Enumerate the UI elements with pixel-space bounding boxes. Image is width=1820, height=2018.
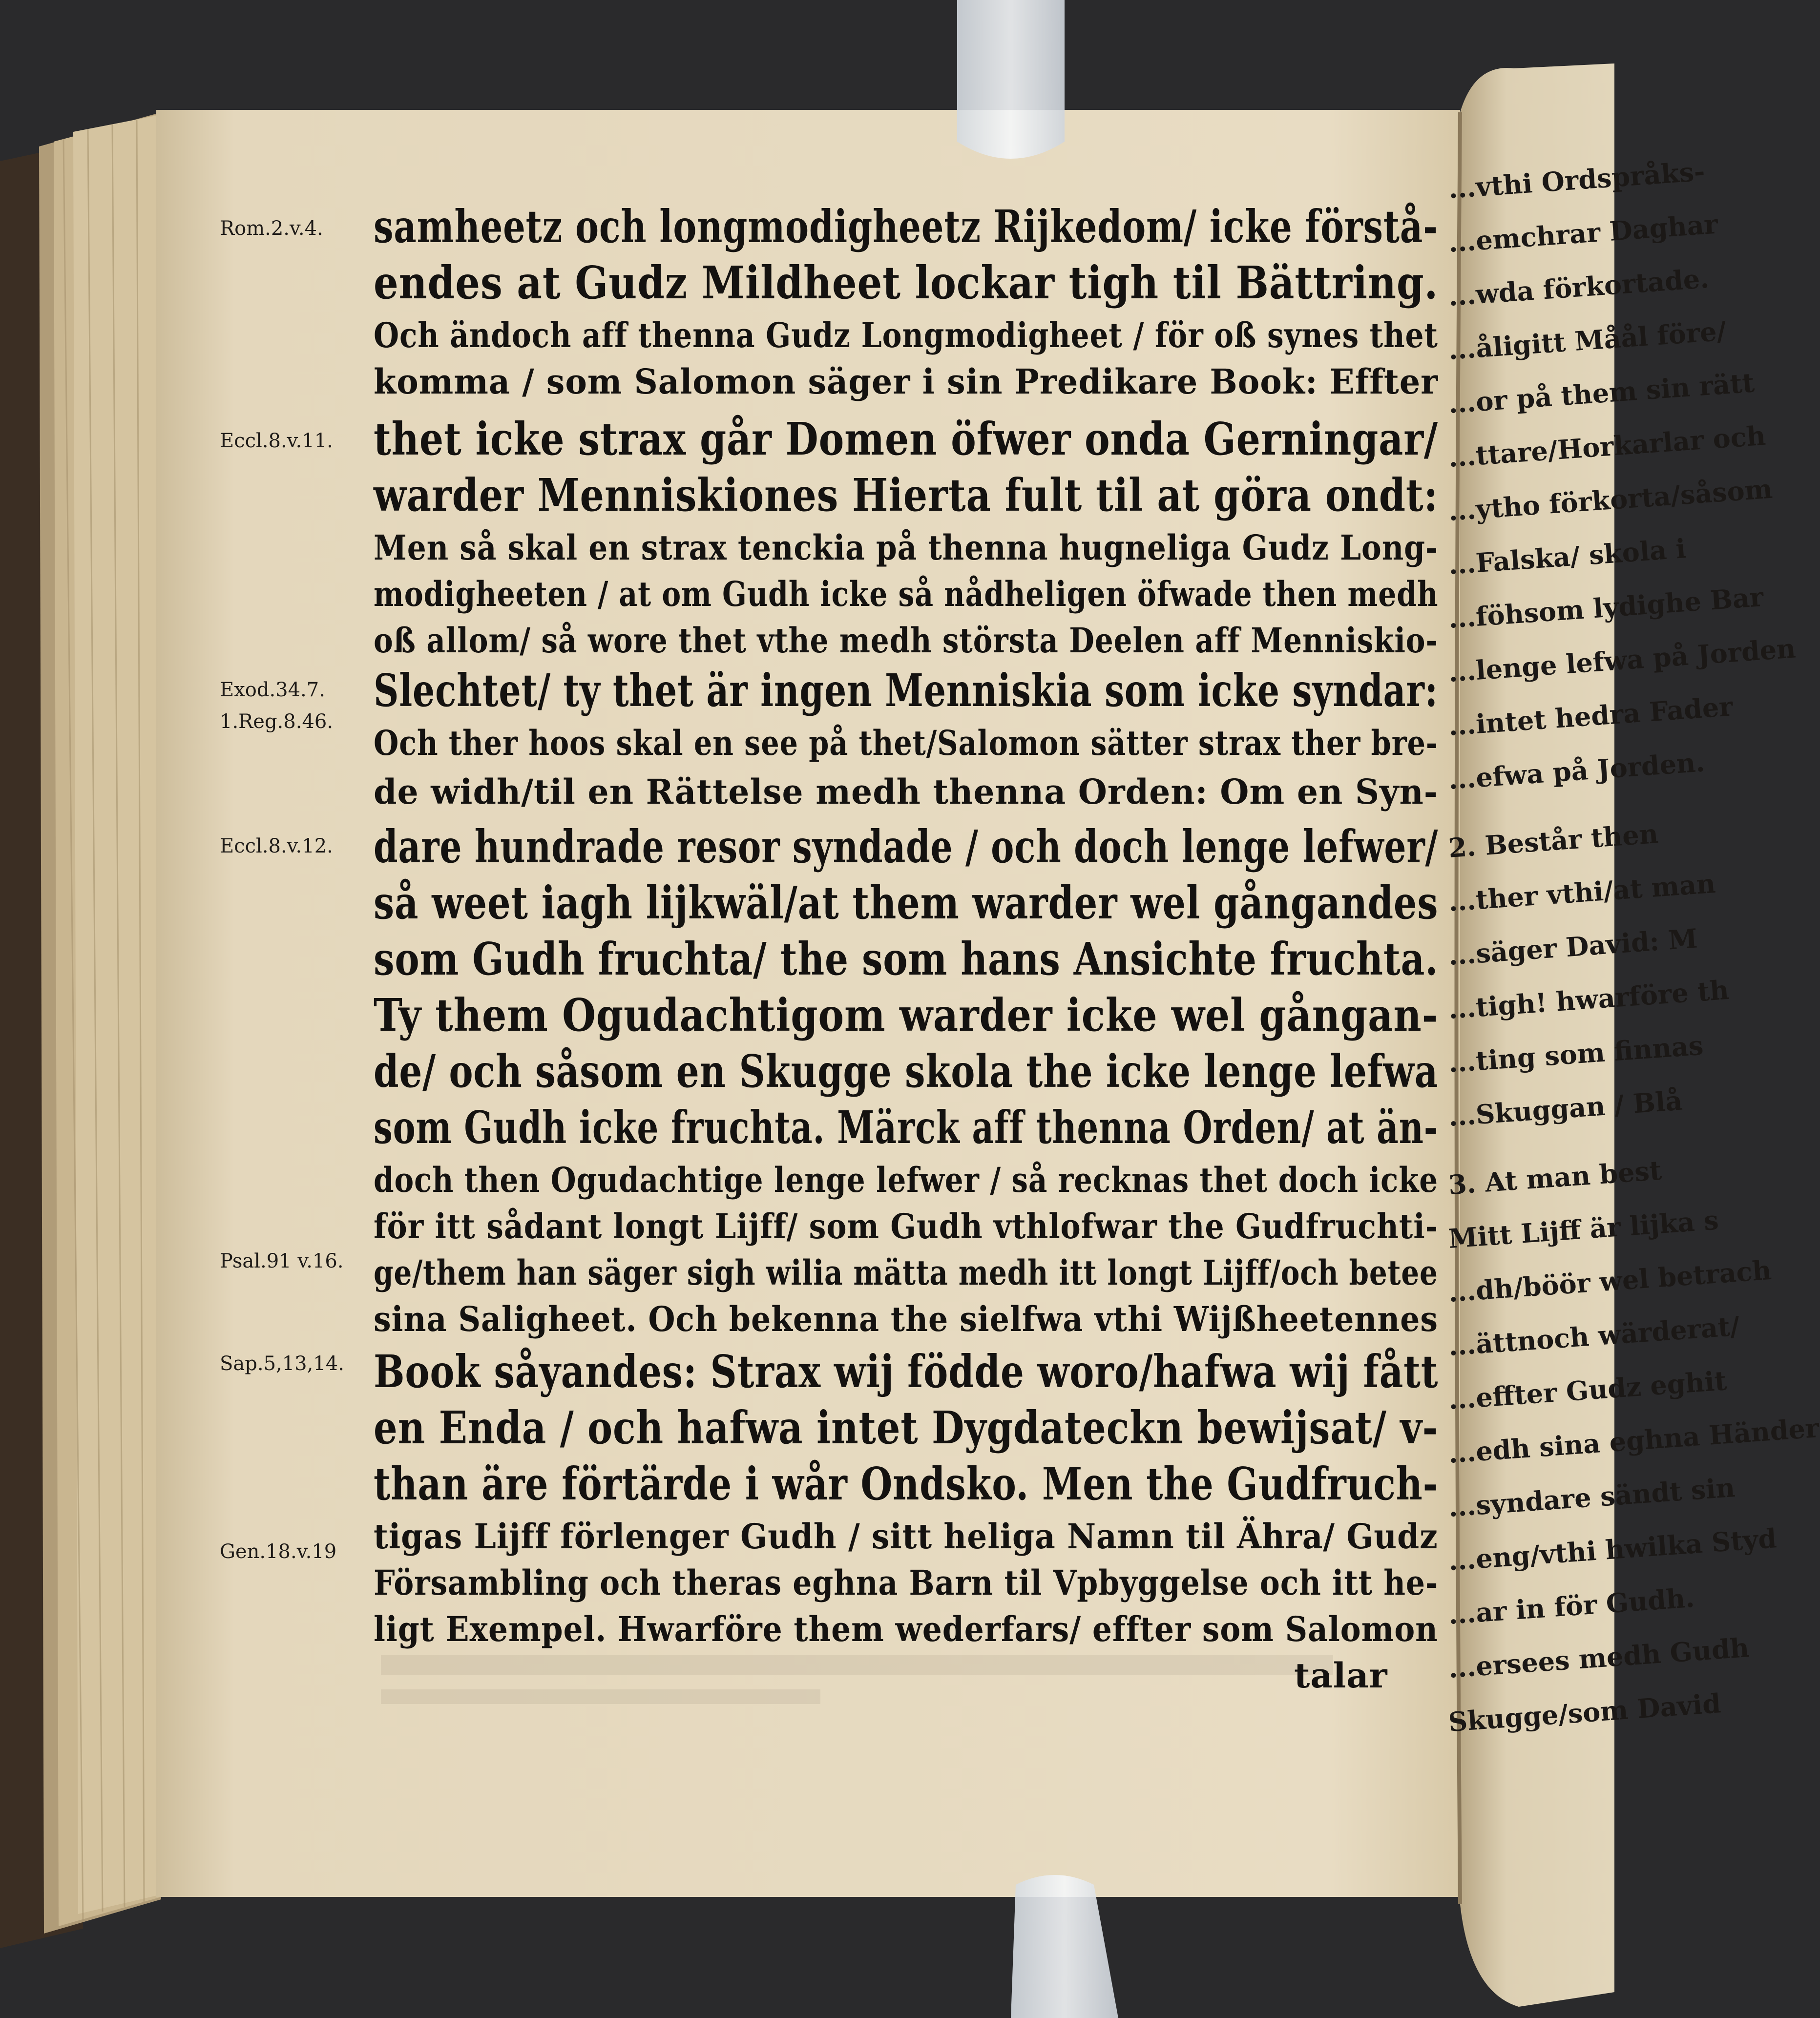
text-line: thet icke strax går Domen öfwer onda Gerningar/	[374, 413, 1439, 465]
right-text-line: ...edh sina eghna Händer	[1447, 1412, 1820, 1469]
right-text-line: ...säger David: M	[1447, 922, 1699, 971]
right-text-line: ...Falska/ skola i	[1447, 533, 1687, 581]
text-line: Book såyandes: Strax wij födde woro/hafwa wij fått	[374, 1345, 1439, 1398]
text-line: dare hundrade resor syndade / och doch lenge lefwer/	[374, 820, 1439, 873]
text-line: than äre förtärde i wår Ondsko. Men the Gudfruch-	[374, 1457, 1439, 1510]
main-page	[156, 112, 1455, 1821]
text-line: doch then Ogudachtige lenge lefwer / så recknas thet doch icke	[374, 1160, 1438, 1200]
text-line: de/ och såsom en Skugge skola the icke lenge lefwa	[374, 1045, 1439, 1098]
text-line: Försambling och theras eghna Barn til Vpbyggelse och itt he-	[374, 1562, 1439, 1603]
text-line: så weet iagh lijkwäl/at them warder wel gångandes	[374, 876, 1439, 929]
text-line: oß allom/ så wore thet vthe medh största Deelen aff Menniskio-	[374, 620, 1438, 661]
right-text-line: ...effter Gudz eghit	[1447, 1365, 1728, 1415]
text-line: som Gudh fruchta/ the som hans Ansichte fruchta.	[374, 933, 1439, 985]
text-line: ligt Exempel. Hwarföre them wederfars/ effter som Salomon	[374, 1609, 1438, 1649]
right-text-line: ...eng/vthi hwilka Styd	[1447, 1522, 1778, 1577]
text-line: endes at Gudz Mildheet lockar tigh til Bättring.	[374, 256, 1439, 309]
right-text-line: ...åligitt Måål före/	[1447, 315, 1728, 366]
right-text-line: 2. Består then	[1447, 818, 1659, 864]
right-text-line: ...föhsom lydighe Bar	[1447, 581, 1765, 634]
margin-note: Psal.91 v.16.	[220, 1250, 344, 1272]
right-text-line: ...vthi Ordspråks-	[1447, 155, 1706, 205]
text-line: tigas Lijff förlenger Gudh / sitt heliga Namn til Ähra/ Gudz	[374, 1516, 1438, 1557]
text-line: Ty them Ogudachtigom warder icke wel gångan-	[374, 989, 1439, 1041]
margin-note: Eccl.8.v.11.	[220, 430, 333, 452]
right-text-line: ...ther vthi/at man	[1447, 867, 1717, 917]
text-line: modigheeten / at om Gudh icke så nådheligen öfwade then medh	[374, 574, 1439, 614]
right-text-line: 3. At man best	[1447, 1154, 1663, 1201]
right-text-line: ...emchrar Daghar	[1447, 208, 1719, 258]
right-text-line: ...tigh! hwarföre th	[1447, 974, 1730, 1025]
margin-note: Rom.2.v.4.	[220, 217, 323, 240]
text-line: Men så skal en strax tenckia på thenna hugneliga Gudz Long-	[374, 527, 1439, 568]
right-text-line: ...Skuggan / Blå	[1447, 1084, 1684, 1132]
text-line: Och ther hoos skal en see på thet/Salomon sätter strax ther bre-	[374, 723, 1439, 763]
right-text-line: Mitt Lijff är lijka s	[1447, 1204, 1720, 1254]
text-line: warder Menniskiones Hierta fult til at göra ondt:	[374, 469, 1439, 521]
right-text-line: ...ttare/Horkarlar och	[1447, 419, 1767, 473]
right-text-line: ...intet hedra Fader	[1447, 690, 1734, 742]
right-text-line: ...ättnoch wärderat/	[1447, 1310, 1741, 1362]
right-text-line: ...or på them sin rätt	[1447, 367, 1756, 419]
text-line: en Enda / och hafwa intet Dygdateckn bewijsat/ v-	[374, 1401, 1439, 1454]
text-line: sina Salighеet. Och bekenna the sielfwa vthi Wijßheetennes	[374, 1299, 1438, 1339]
margin-note: Exod.34.7.	[220, 679, 325, 701]
text-line: ge/them han säger sigh wilia mätta medh itt longt Lijff/och betee	[374, 1252, 1438, 1293]
right-text-line: ...ar in för Gudh.	[1447, 1581, 1695, 1630]
right-text-line: ...wda förkortade.	[1447, 262, 1710, 312]
right-text-line: ...lenge lefwa på Jorden	[1447, 632, 1797, 688]
text-line: för itt sådant longt Lijff/ som Gudh vthlofwar the Gudfruchti-	[374, 1206, 1439, 1247]
right-text-line: ...ting som finnas	[1447, 1029, 1705, 1079]
right-page-fragment	[1445, 63, 1820, 1772]
text-line: de widh/til en Rättelse medh thenna Orden: Om en Syn-	[374, 771, 1438, 812]
right-text-line: ...ytho förkorta/såsom	[1447, 473, 1774, 527]
text-line: som Gudh icke fruchta. Märck aff thenna Orden/ at än-	[374, 1101, 1439, 1154]
right-text-line: ...dh/böör wel betrach	[1447, 1254, 1773, 1308]
right-text-line: ...syndare sändt sin	[1447, 1472, 1736, 1523]
right-text-line: ...efwa på Jorden.	[1447, 746, 1706, 795]
right-text-line: Skugge/som David	[1447, 1687, 1722, 1738]
text-line: Slechtet/ ty thet är ingen Menniskia som icke syndar:	[374, 664, 1438, 717]
margin-note: 1.Reg.8.46.	[220, 710, 334, 733]
text-line: Och ändoch aff thenna Gudz Longmodigheet / för oß synes thet	[374, 315, 1438, 355]
margin-note: Sap.5,13,14.	[220, 1352, 344, 1375]
catchword: talar	[1294, 1655, 1388, 1696]
text-line: samheetz och longmodigheetz Rijkedom/ icke förstå-	[374, 200, 1438, 253]
margin-note: Gen.18.v.19	[220, 1540, 337, 1563]
text-line: komma / som Salomon säger i sin Predikare Book: Effter	[374, 361, 1439, 402]
right-text-line: ...ersees medh Gudh	[1447, 1632, 1750, 1684]
margin-note: Eccl.8.v.12.	[220, 835, 333, 857]
